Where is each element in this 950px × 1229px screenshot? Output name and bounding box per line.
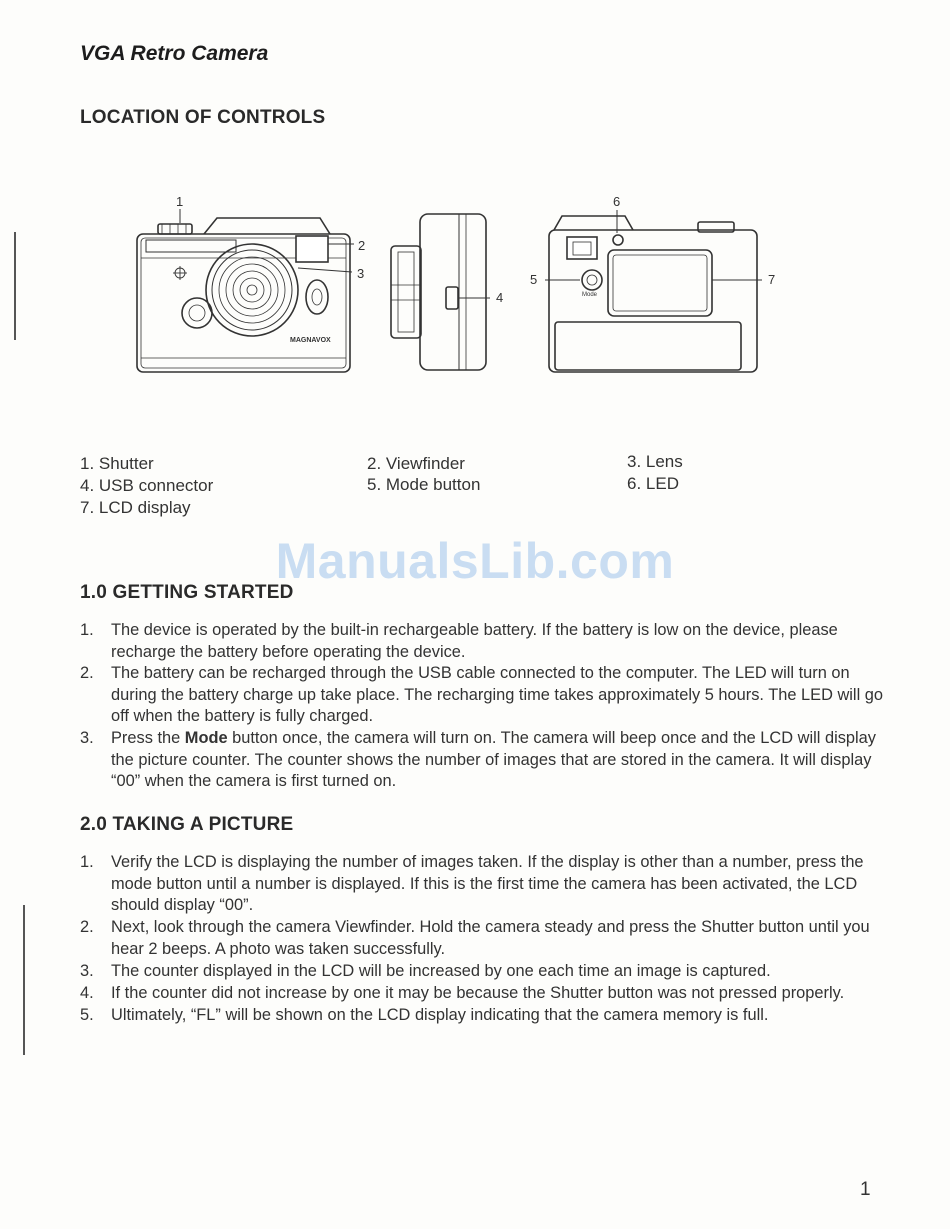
mode-label: Mode: [582, 292, 598, 298]
callout-2: 2: [358, 238, 366, 253]
step-number: 4.: [80, 984, 94, 1003]
step-number: 3.: [80, 961, 94, 980]
part-usb-connector: 4. USB connector: [80, 476, 214, 495]
step-number: 3.: [80, 728, 94, 747]
step-number: 5.: [80, 1006, 94, 1025]
callout-5: 5: [530, 272, 538, 287]
brand-label: MAGNAVOX: [290, 337, 331, 344]
callout-6: 6: [613, 194, 621, 209]
camera-side-view: [391, 214, 490, 370]
part-mode-button: 5. Mode button: [367, 475, 481, 494]
callout-7: 7: [768, 272, 776, 287]
list-item: [80, 983, 890, 1005]
watermark: ManualsLib.com: [275, 533, 675, 589]
list-item: [80, 852, 890, 917]
list-item: [80, 663, 890, 728]
step-text: Verify the LCD is displaying the number of images taken. If the display is other than a number, press the mode button until a number is displayed. If this is the first time the camera has been activated, the LCD should display “00”.: [111, 853, 864, 915]
step-text: Next, look through the camera Viewfinder. Hold the camera steady and press the Shutter button until you hear 2 beeps. A photo was taken successfully.: [111, 918, 870, 958]
section-heading-taking-a-picture: 2.0 TAKING A PICTURE: [80, 814, 294, 835]
list-item: [80, 728, 890, 793]
step-number: 1.: [80, 853, 94, 871]
callout-1: 1: [176, 194, 184, 209]
step-text-post: button once, the camera will turn on. The camera will beep once and the LCD will display the picture counter. The counter shows the number of images that are stored in the camera. It will display “00” when the camera is first turned on.: [111, 728, 876, 791]
part-led: 6. LED: [627, 474, 679, 493]
part-lens: 3. Lens: [627, 452, 683, 471]
page-title: VGA Retro Camera: [80, 42, 269, 65]
callout-3: 3: [357, 266, 365, 281]
section-heading-getting-started: 1.0 GETTING STARTED: [80, 582, 294, 603]
step-number: 1.: [80, 621, 94, 639]
step-text: The counter displayed in the LCD will be increased by one each time an image is captured.: [111, 961, 771, 980]
step-text-pre: Press the: [111, 728, 185, 747]
callout-4: 4: [496, 290, 504, 305]
camera-back-view: [545, 210, 762, 372]
part-shutter: 1. Shutter: [80, 454, 154, 473]
list-item: [80, 961, 890, 983]
list-item: [80, 620, 890, 663]
part-viewfinder: 2. Viewfinder: [367, 454, 465, 473]
camera-front-view: [137, 209, 354, 372]
scan-mark-top: [14, 232, 16, 340]
step-number: 2.: [80, 918, 94, 937]
mode-bold-text: Mode: [184, 728, 228, 747]
step-number: 2.: [80, 664, 94, 683]
scan-mark-bottom: [23, 905, 25, 1055]
list-item: [80, 917, 890, 960]
step-text: Ultimately, “FL” will be shown on the LCD display indicating that the camera memory is full.: [111, 1006, 769, 1025]
part-lcd-display: 7. LCD display: [80, 498, 191, 517]
step-text: The device is operated by the built-in rechargeable battery. If the battery is low on the device, please recharge the battery before operating the device.: [111, 621, 838, 661]
taking-a-picture-steps: [80, 852, 890, 1027]
step-text: If the counter did not increase by one it may be because the Shutter button was not pressed properly.: [111, 984, 845, 1003]
camera-diagram: [0, 0, 950, 420]
list-item: [80, 1005, 890, 1027]
section-heading-location-of-controls: LOCATION OF CONTROLS: [80, 107, 326, 128]
page-number: 1: [860, 1179, 871, 1200]
step-text: The battery can be recharged through the USB cable connected to the computer. The LED will turn on during the battery charge up take place. The recharging time takes approximately 5 hours. The LED will go off when the battery is fully charged.: [111, 664, 884, 726]
getting-started-steps: [80, 620, 890, 793]
